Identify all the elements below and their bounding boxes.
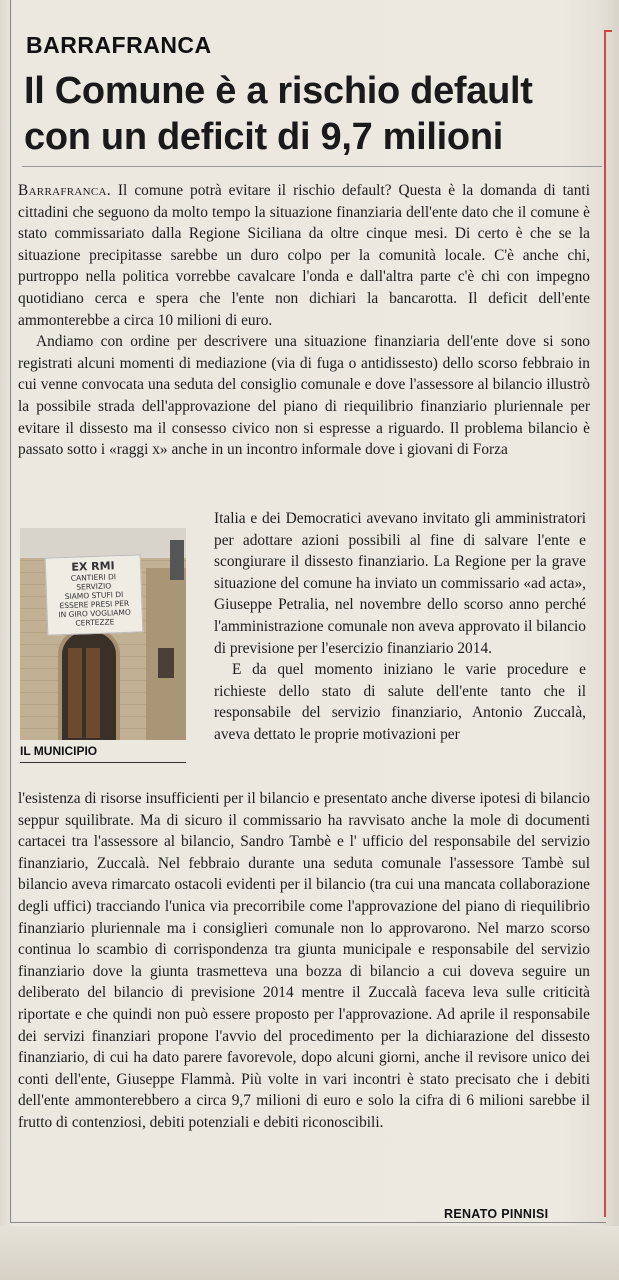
paragraph-3-start: E da quel momento iniziano le varie procedure e richieste dello stato di salute dell'ente tanto che il responsabile del servizio finanziario, Antonio Zuccalà, aveva dettato le proprie motivazioni per bbox=[214, 661, 586, 743]
paragraph-2-continued: Italia e dei Democratici avevano invitato gli amministratori per adottare azioni possibili al fine di salvare l'ente e scongiurare il dissesto finanziario. La Regione per la grave situazione del comune ha inviato un commissario «ad acta», Giuseppe Petralia, nel novembre dello scorso anno perché l'amministrazione comunale non aveva approvato il bilancio di previsione per l'esercizio finanziario 2014. bbox=[214, 510, 586, 657]
left-column-rule bbox=[10, 0, 11, 1222]
protest-banner: EX RMI CANTIERI DI SERVIZIO SIAMO STUFI DI ESSERE PRESI PER IN GIRO VOGLIAMO CERTEZZE bbox=[45, 554, 144, 635]
municipio-photo bbox=[20, 528, 186, 740]
bottom-rule bbox=[10, 1222, 606, 1223]
paragraph-3-continued: l'esistenza di risorse insufficienti per il bilancio e presentato anche diverse ipotesi di bilancio seppur squilibrate. Ma di sicuro il commissario ha ravvisato anche la mole di documenti cartacei tra l'assessore al bilancio, Sandro Tambè e l' ufficio del responsabile del servizio finanziario, Zuccalà. Nel febbraio durante una seduta comunale l'assessore Tambè sul bilancio aveva rimarcato ostacoli evidenti per il bilancio (tra cui una mancata collaborazione degli uffici) tracciando l'unica via precorribile come l'approvazione del piano di riequilibrio finanziario pluriennale ma i consiglieri comunale non lo approvarono. Nel marzo scorso continua lo scambio di corrispondenza tra giunta municipale e responsabile del servizio finanziario dove la giunta trasmetteva una bozza di bilancio a cui doveva seguire un deliberato del bilancio di previsione 2014 mentre il Zuccalà faceva leva sulle criticità riportate e che quindi non può essere proposto per l'approvazione. Ad aprile il responsabile dei servizi finanziari propone l'avvio del procedimento per la dichiarazione del dissesto finanziario, di cui ha dato parere favorevole, dopo alcuni giorni, anche il revisore unico dei conti dell'ente, Giuseppe Flammà. Più volte in vari incontri è stato precisato che i debiti dell'ente ammonterebbero a circa 9,7 milioni di euro e solo la cifra di 6 milioni sarebbe il frutto di contenziosi, debiti potenziali e debiti riconoscibili. bbox=[18, 790, 590, 1131]
headline-line-2: con un deficit di 9,7 milioni bbox=[24, 116, 504, 158]
headline-line-1: Il Comune è a rischio default bbox=[24, 70, 533, 112]
photo-caption: IL MUNICIPIO bbox=[20, 744, 186, 763]
article-byline: RENATO PINNISI bbox=[444, 1207, 549, 1221]
article-body-bottom bbox=[18, 788, 590, 1134]
headline-separator bbox=[22, 166, 602, 167]
paragraph-1: Barrafranca. Il comune potrà evitare il rischio default? Questa è la domanda di tanti cittadini che seguono da molto tempo la situazione finanziaria dell'ente dato che il comune è stato commissariato dalla Regione Siciliana da oltre cinque mesi. Di certo è che se la situazione precipitasse sarebbe un duro colpo per la comunità locale. C'è anche chi, purtroppo nella politica vorrebbe cavalcare l'onda e dall'altra parte c'è chi con impegno quotidiano cerca e spera che l'ente non dichiari la bancarotta. Il deficit dell'ente ammonterebbe a circa 10 milioni di euro. bbox=[18, 182, 590, 329]
article-body-top bbox=[18, 180, 590, 461]
article-headline bbox=[24, 68, 599, 160]
article-kicker: BARRAFRANCA bbox=[26, 32, 212, 58]
adjacent-column-border bbox=[604, 30, 612, 1217]
article-body-wrap bbox=[214, 508, 586, 746]
page-bottom-margin bbox=[0, 1226, 619, 1280]
paragraph-2: Andiamo con ordine per descrivere una situazione finanziaria dell'ente dove si sono registrati alcuni momenti di mediazione (via di fuga o antidissesto) dello scorso febbraio in cui venne convocata una seduta del consiglio comunale e dove l'assessore al bilancio illustrò la possibile strada dell'approvazione del piano di riequilibrio finanziario pluriennale per evitare il dissesto ma il consesso civico non si espresse a riguardo. Il problema bilancio è passato sotto i «raggi x» anche in un incontro informale dove i giovani di Forza bbox=[18, 333, 590, 459]
dateline: Barrafranca. bbox=[18, 182, 111, 199]
